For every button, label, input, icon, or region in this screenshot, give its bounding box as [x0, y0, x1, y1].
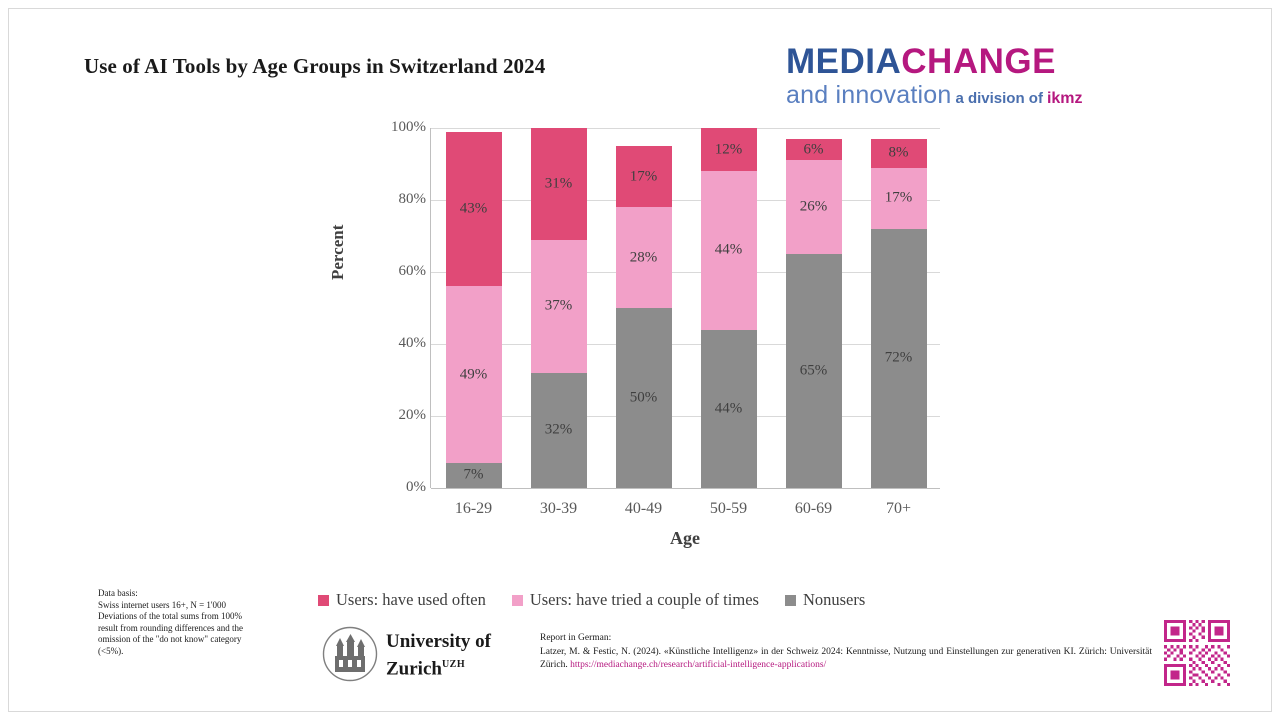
bar-segment-label: 43% [459, 200, 488, 217]
data-basis-line-3: result from rounding differences and the [98, 622, 244, 633]
bar-segment[interactable] [701, 171, 757, 329]
uzh-line-2-text: Zurich [386, 658, 442, 680]
bar-segment-label: 37% [544, 297, 573, 314]
bar-segment-label: 65% [799, 362, 828, 379]
bar-segment[interactable] [446, 132, 502, 287]
bar-segment-label: 50% [629, 389, 658, 406]
bar-segment-label: 44% [714, 400, 743, 417]
bar-segment[interactable] [871, 229, 927, 488]
uzh-seal-icon [322, 626, 378, 682]
gridline [431, 488, 940, 489]
data-basis-heading: Data basis: [98, 588, 138, 598]
stacked-bar-chart [328, 119, 970, 548]
x-axis-tick: 16-29 [454, 500, 493, 517]
logo-line-1 [786, 44, 1126, 80]
report-body [540, 646, 1152, 672]
bar-segment-label: 12% [714, 141, 743, 158]
report-citation [540, 632, 1152, 672]
bar-segment[interactable] [701, 128, 757, 171]
data-basis-line-4: omission of the "do not know" category [98, 634, 242, 644]
bar-segment-label: 7% [463, 466, 484, 483]
bar-segment-label: 26% [799, 198, 828, 215]
bar-segment-label: 17% [629, 168, 658, 185]
bar-segment[interactable] [871, 139, 927, 168]
logo-line-2 [786, 82, 1126, 112]
bar-segment[interactable] [446, 286, 502, 462]
x-axis-tick: 40-49 [624, 500, 663, 517]
bar-segment-label: 28% [629, 249, 658, 266]
gridline [431, 416, 940, 417]
legend-swatch-icon [785, 595, 796, 606]
legend-swatch-icon [318, 595, 329, 606]
bar-segment-label: 44% [714, 241, 743, 258]
legend-label: Users: have used often [336, 590, 486, 609]
bar-column[interactable] [616, 128, 672, 488]
data-basis-line-1: Swiss internet users 16+, N = 1'000 [98, 599, 227, 610]
logo-media-text: MEDIA [786, 42, 902, 81]
legend-item[interactable] [785, 590, 865, 610]
bar-column[interactable] [871, 128, 927, 488]
university-of-zurich-logo [322, 624, 522, 688]
y-axis-tick: 100% [391, 119, 426, 135]
data-basis-note [98, 588, 298, 657]
bar-column[interactable] [531, 128, 587, 488]
uzh-line-2 [386, 653, 491, 680]
y-axis-label: Percent [328, 224, 347, 280]
bar-segment[interactable] [786, 254, 842, 488]
x-axis-tick: 30-39 [539, 500, 578, 517]
logo-division-text: a division of [955, 90, 1043, 107]
qr-code-icon[interactable] [1164, 620, 1230, 686]
legend-item[interactable] [318, 590, 486, 610]
uzh-line-1: University of [386, 631, 492, 652]
bar-column[interactable] [701, 128, 757, 488]
bar-segment-label: 49% [459, 366, 488, 383]
legend-item[interactable] [512, 590, 759, 610]
page-title: Use of AI Tools by Age Groups in Switzerland 2024 [84, 54, 546, 78]
uzh-superscript: UZH [441, 659, 466, 670]
bar-segment[interactable] [701, 330, 757, 488]
y-axis-tick: 20% [398, 407, 426, 423]
gridline [431, 272, 940, 273]
logo-change-text: CHANGE [901, 42, 1056, 81]
plot-area [391, 119, 940, 517]
y-axis-tick: 0% [406, 479, 426, 495]
legend-swatch-icon [512, 595, 523, 606]
x-axis-tick: 50-59 [709, 500, 748, 517]
bar-segment[interactable] [786, 160, 842, 254]
gridline [431, 128, 940, 129]
y-axis-tick: 40% [398, 335, 426, 351]
x-axis-tick: 70+ [885, 500, 912, 517]
gridline [431, 200, 940, 201]
bar-column[interactable] [786, 128, 842, 488]
logo-and-innovation-text: and innovation [786, 81, 952, 109]
bar-segment[interactable] [446, 463, 502, 488]
logo-ikmz-text: ikmz [1046, 90, 1083, 107]
uzh-wordmark [386, 630, 491, 680]
data-basis-line-2: Deviations of the total sums from 100% [98, 611, 242, 621]
bar-segment-label: 6% [803, 141, 824, 158]
mediachange-logo [786, 44, 1126, 112]
legend-label: Users: have tried a couple of times [529, 590, 759, 609]
y-axis-tick: 80% [398, 191, 426, 207]
data-basis-line-5: (<5%). [98, 645, 124, 656]
bar-segment-label: 17% [884, 189, 913, 206]
report-link[interactable]: https://mediachange.ch/research/artificial-intelligence-applications/ [570, 660, 827, 670]
report-citation-text: Latzer, M. & Festic, N. (2024). «Künstliche Intelligenz» in der Schweiz 2024: Kenntnisse, Nutzung und Einstellungen zur generativen KI. Zürich: Universität Zürich. [540, 647, 1152, 670]
x-axis-tick: 60-69 [794, 500, 833, 517]
bar-segment[interactable] [616, 207, 672, 308]
chart-legend [318, 588, 978, 612]
bar-segment-label: 32% [544, 421, 573, 438]
y-axis-tick: 60% [398, 263, 426, 279]
bar-segment[interactable] [786, 139, 842, 161]
bar-segment[interactable] [616, 308, 672, 488]
bar-segment-label: 72% [884, 349, 913, 366]
bar-segment[interactable] [531, 373, 587, 488]
x-axis-label: Age [670, 528, 700, 548]
report-heading: Report in German: [540, 633, 612, 643]
bar-segment[interactable] [531, 128, 587, 240]
gridline [431, 344, 940, 345]
bar-segment[interactable] [616, 146, 672, 207]
bar-segment[interactable] [531, 240, 587, 373]
bar-column[interactable] [446, 128, 502, 488]
bar-segment[interactable] [871, 168, 927, 229]
bar-segment-label: 31% [544, 175, 573, 192]
bar-segment-label: 8% [888, 144, 909, 161]
legend-label: Nonusers [802, 590, 866, 609]
